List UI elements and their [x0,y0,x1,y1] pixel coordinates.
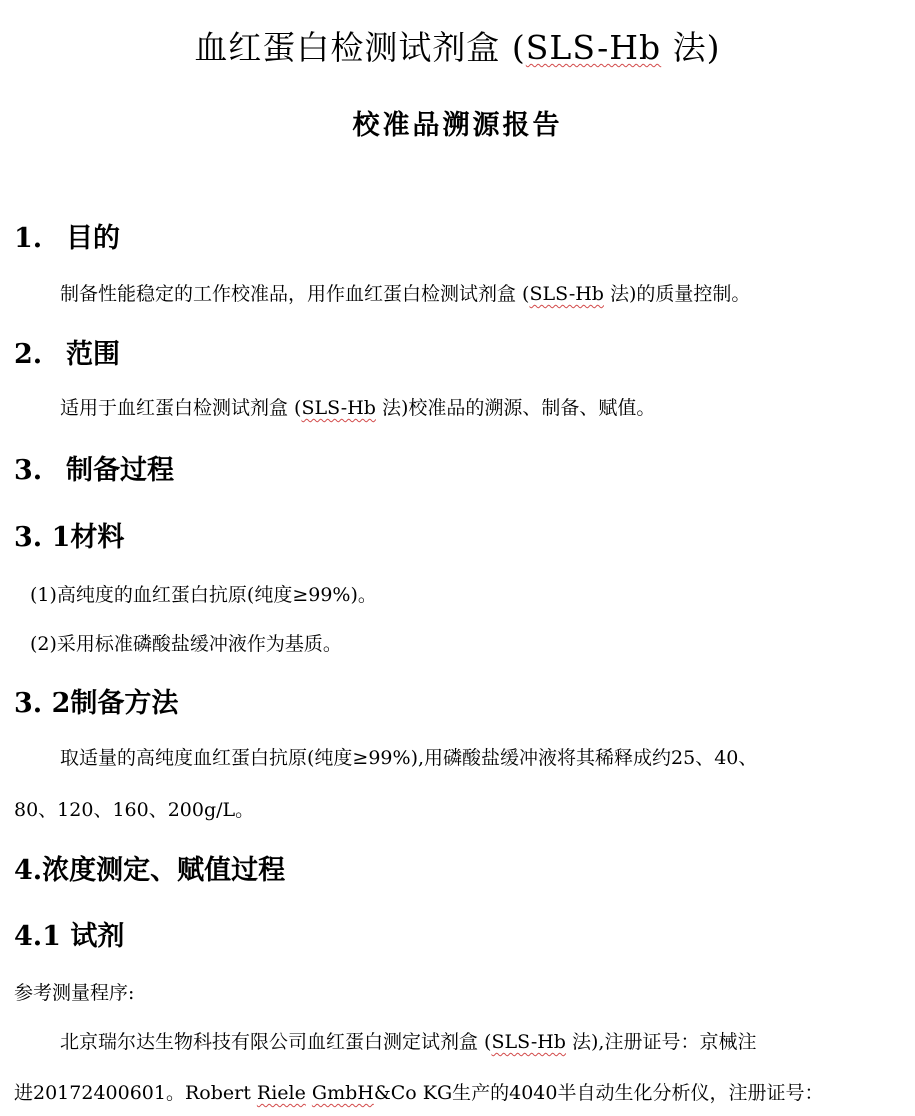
section-3-2-body-line2: 80、120、160、200g/L。 [14,799,255,821]
section-3-2-body-line1: 取适量的高纯度血红蛋白抗原(纯度≥99%),用磷酸盐缓冲液将其稀释成约25、40、 [60,747,758,769]
material-item-1: (1)高纯度的血红蛋白抗原(纯度≥99%)。 [30,584,377,606]
document-title: 血红蛋白检测试剂盒 (SLS-Hb 法) [194,28,721,67]
section-4-heading: 4.浓度测定、赋值过程 [14,855,286,886]
section-1-body: 制备性能稳定的工作校准品，用作血红蛋白检测试剂盒 (SLS-Hb 法)的质量控制。 [60,283,751,305]
section-3-1-heading: 3. 1材料 [14,522,125,553]
reference-procedure-label: 参考测量程序: [14,982,135,1004]
material-item-2: (2)采用标准磷酸盐缓冲液作为基质。 [30,633,342,655]
reference-procedure-line1: 北京瑞尔达生物科技有限公司血红蛋白测定试剂盒 (SLS-Hb 法),注册证号：京械注 [60,1031,757,1053]
section-3-heading: 3. 制备过程 [14,455,174,486]
section-3-2-heading: 3. 2制备方法 [14,688,179,719]
section-2-heading: 2. 范围 [14,339,120,370]
title-code: SLS-Hb [525,28,662,67]
section-4-1-heading: 4.1 试剂 [14,921,125,952]
document-subtitle: 校准品溯源报告 [352,110,563,141]
reference-procedure-line2: 进20172400601。Robert Riele GmbH&Co KG生产的4040半自动生化分析仪，注册证号： [14,1082,824,1104]
section-1-heading: 1. 目的 [14,223,120,254]
section-2-body: 适用于血红蛋白检测试剂盒 (SLS-Hb 法)校准品的溯源、制备、赋值。 [60,397,656,419]
